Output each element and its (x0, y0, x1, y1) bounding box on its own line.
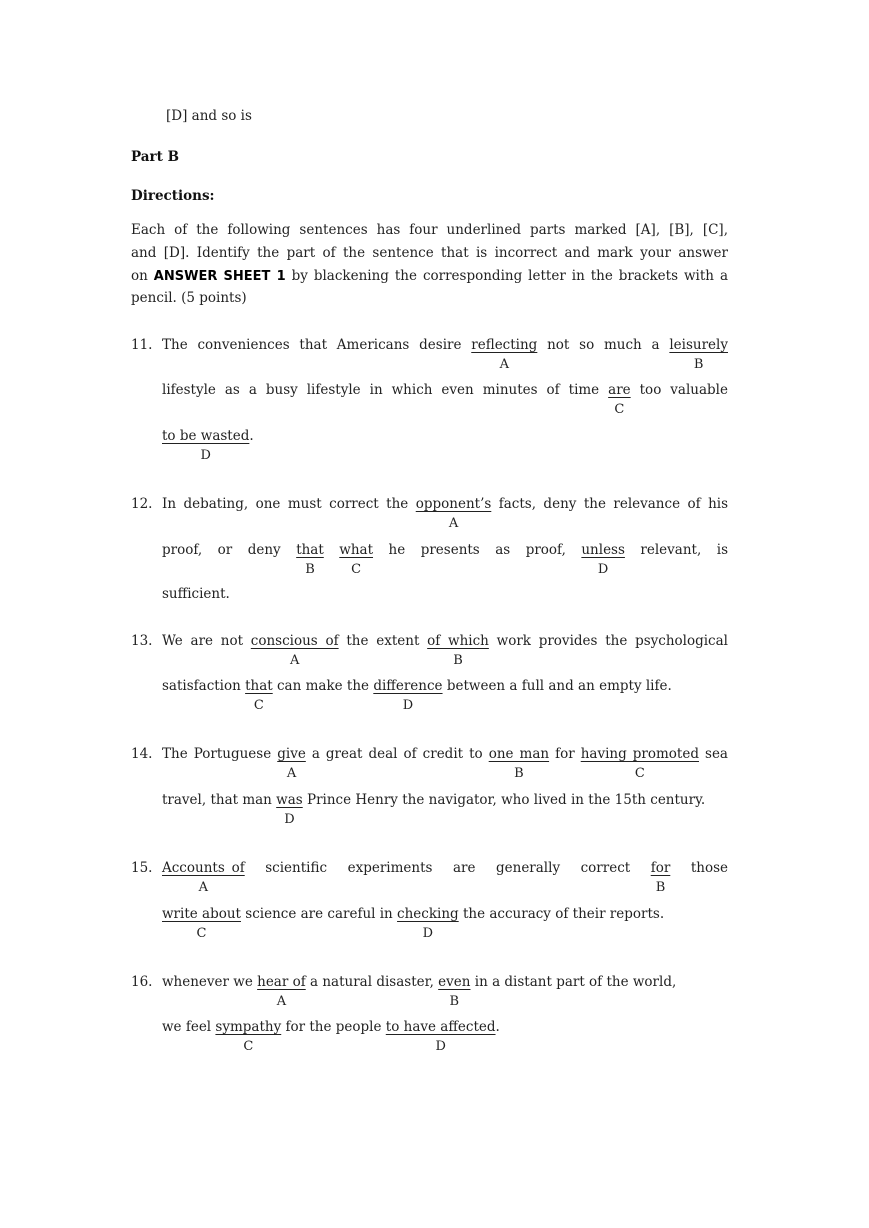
sentence-text: a natural disaster, (305, 974, 439, 990)
underlined-part: that (296, 542, 324, 558)
question-number: 16. (131, 974, 153, 990)
sentence-text: . (495, 1019, 500, 1035)
underlined-part: to be wasted (162, 428, 250, 444)
underlined-part: of which (427, 633, 489, 649)
question-line (162, 860, 728, 876)
underlined-part: Accounts of (162, 860, 245, 876)
underlined-part: one man (488, 746, 550, 762)
sentence-text: the accuracy of their reports. (458, 906, 665, 922)
question-line (162, 586, 230, 602)
sentence-text: between a full and an empty life. (442, 678, 672, 694)
sentence-text: satisfaction (162, 678, 246, 694)
sentence-text: for the people (281, 1019, 386, 1035)
option-letter: D (200, 448, 211, 463)
underlined-part: reflecting (471, 337, 538, 353)
option-letter: D (402, 698, 414, 713)
underlined-part: was (276, 792, 303, 808)
question-line (162, 678, 672, 694)
question-line (162, 496, 728, 512)
underlined-part: even (438, 974, 471, 990)
option-letter: B (305, 562, 315, 577)
option-letter: C (243, 1039, 254, 1054)
option-letter: C (634, 766, 645, 781)
sentence-text: too valuable (630, 382, 728, 398)
underlined-part: sympathy (215, 1019, 282, 1035)
question-line (162, 428, 254, 444)
question-number: 14. (131, 746, 153, 762)
underlined-part: what (339, 542, 374, 558)
option-letter: B (514, 766, 524, 781)
underlined-part: that (245, 678, 273, 694)
underlined-part: opponent’s (415, 496, 492, 512)
directions-line-2: and [D]. Identify the part of the sentence that is incorrect and mark your answer (131, 245, 728, 261)
option-letter: A (499, 357, 509, 372)
question-line (162, 382, 728, 398)
option-letter: B (655, 880, 666, 895)
question-number: 12. (131, 496, 153, 512)
question-number: 13. (131, 633, 153, 649)
sentence-text (324, 542, 340, 558)
question-line (162, 337, 728, 353)
directions-line-4: pencil. (5 points) (131, 290, 247, 306)
underlined-part: difference (373, 678, 443, 694)
option-letter: D (435, 1039, 446, 1054)
underlined-part: checking (397, 906, 459, 922)
sentence-text: work provides the psychological (488, 633, 728, 649)
option-letter: A (286, 766, 297, 781)
sentence-text: he presents as proof, (373, 542, 582, 558)
sentence-text: sea (698, 746, 728, 762)
question-line (162, 974, 676, 990)
directions-line-3 (131, 268, 728, 284)
underlined-part: for (650, 860, 671, 876)
part-heading: Part B (131, 149, 179, 165)
question-number: 15. (131, 860, 153, 876)
underlined-part: are (608, 382, 631, 398)
option-letter: D (597, 562, 609, 577)
option-letter: A (290, 653, 300, 668)
sentence-text: can make the (272, 678, 374, 694)
underlined-part: hear of (257, 974, 306, 990)
sentence-text: facts, deny the relevance of his (491, 496, 729, 512)
sentence-text: sufficient. (162, 586, 230, 602)
underlined-part: to have affected (385, 1019, 496, 1035)
question-line (162, 906, 664, 922)
option-letter: C (614, 402, 625, 417)
directions-line-3-start: on (131, 268, 154, 284)
sentence-text: . (249, 428, 254, 444)
option-letter: B (449, 994, 460, 1009)
option-letter: C (196, 926, 207, 941)
question-line (162, 633, 728, 649)
underlined-part: leisurely (669, 337, 728, 353)
option-letter: A (448, 516, 459, 531)
sentence-text: a great deal of credit to (305, 746, 489, 762)
sentence-text: science are careful in (240, 906, 398, 922)
sentence-text: not so much a (537, 337, 670, 353)
sentence-text: The conveniences that Americans desire (162, 337, 472, 353)
directions-line-1: Each of the following sentences has four underlined parts marked [A], [B], [C], (131, 222, 728, 238)
option-letter: B (693, 357, 704, 372)
sentence-text: travel, that man (162, 792, 277, 808)
sentence-text: we feel (162, 1019, 216, 1035)
option-letter: D (422, 926, 434, 941)
underlined-part: having promoted (580, 746, 699, 762)
sentence-text: relevant, is (624, 542, 728, 558)
underlined-part: conscious of (250, 633, 339, 649)
directions-line-3-end: by blackening the corresponding letter in the brackets with a (285, 268, 728, 284)
option-letter: A (276, 994, 287, 1009)
top-option: [D] and so is (166, 108, 252, 124)
question-line (162, 542, 728, 558)
underlined-part: unless (581, 542, 625, 558)
directions-heading: Directions: (131, 188, 215, 204)
sentence-text: for (549, 746, 581, 762)
question-line (162, 1019, 500, 1035)
sentence-text: the extent (338, 633, 428, 649)
question-line (162, 746, 728, 762)
sentence-text: In debating, one must correct the (162, 496, 416, 512)
sentence-text: We are not (162, 633, 251, 649)
answer-sheet-label: ANSWER SHEET 1 (153, 269, 286, 284)
sentence-text: lifestyle as a busy lifestyle in which even minutes of time (162, 382, 609, 398)
sentence-text: Prince Henry the navigator, who lived in the 15th century. (302, 792, 706, 808)
sentence-text: those (670, 860, 728, 876)
option-letter: A (198, 880, 209, 895)
option-letter: B (453, 653, 463, 668)
option-letter: C (351, 562, 362, 577)
sentence-text: whenever we (162, 974, 258, 990)
underlined-part: write about (162, 906, 241, 922)
sentence-text: proof, or deny (162, 542, 297, 558)
underlined-part: give (277, 746, 306, 762)
sentence-text: scientific experiments are generally correct (244, 860, 651, 876)
question-line (162, 792, 705, 808)
option-letter: C (253, 698, 264, 713)
sentence-text: The Portuguese (162, 746, 278, 762)
sentence-text: in a distant part of the world, (470, 974, 677, 990)
question-number: 11. (131, 337, 153, 353)
option-letter: D (284, 812, 295, 827)
